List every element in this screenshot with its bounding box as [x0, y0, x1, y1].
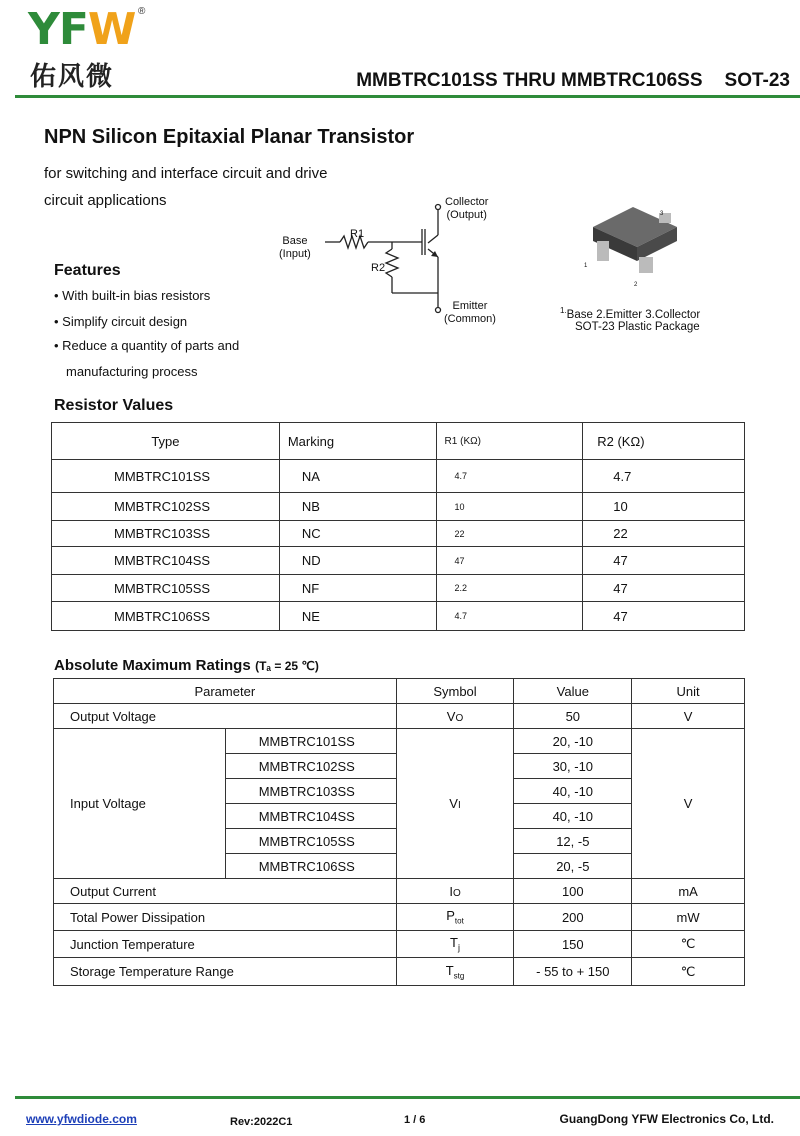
- column-header: Unit: [632, 679, 745, 704]
- revision-label: Rev:2022C1: [230, 1116, 293, 1128]
- subtitle-line-2: circuit applications: [44, 192, 167, 209]
- sot23-package-icon: [575, 205, 695, 285]
- subtitle-line-1: for switching and interface circuit and drive: [44, 165, 328, 182]
- column-header: R1 (KΩ): [436, 423, 583, 460]
- website-link[interactable]: www.yfwdiode.com: [26, 1112, 137, 1126]
- pin-3-marker: 3: [660, 211, 664, 217]
- document-title: MMBTRC101SS THRU MMBTRC106SS SOT-23: [356, 70, 790, 91]
- resistor-values-table: [51, 422, 745, 631]
- column-header: Marking: [279, 423, 436, 460]
- feature-item: • With built-in bias resistors: [54, 288, 211, 303]
- pin-2-marker: 2: [634, 282, 638, 288]
- page-number: 1 / 6: [404, 1114, 426, 1126]
- table-row: MMBTRC106SS 20, -5: [54, 854, 745, 879]
- table-row: MMBTRC101SS NA 4.7 4.7: [52, 460, 745, 493]
- r1-label: R1: [350, 228, 365, 240]
- column-header: Value: [514, 679, 632, 704]
- company-name: GuangDong YFW Electronics Co, Ltd.: [559, 1112, 774, 1126]
- feature-item: • Reduce a quantity of parts and: [54, 338, 240, 353]
- table-row: Output Current IO 100 mA: [54, 879, 745, 904]
- table-row: MMBTRC102SS 30, -10: [54, 754, 745, 779]
- absolute-maximum-ratings-table: [53, 678, 745, 986]
- table-row: Output Voltage VO 50 V: [54, 704, 745, 729]
- table-header-row: [52, 423, 745, 460]
- table-row: MMBTRC104SS ND 47 47: [52, 547, 745, 575]
- table-row: MMBTRC103SS 40, -10: [54, 779, 745, 804]
- table-row: MMBTRC103SS NC 22 22: [52, 521, 745, 547]
- table-row: Total Power Dissipation $P_{tot}$ 200 mW: [54, 904, 745, 931]
- pin-1-marker: 1: [584, 263, 588, 269]
- ratings-heading: Absolute Maximum Ratings (Tₐ = 25 ℃): [54, 657, 319, 674]
- table-row: MMBTRC102SS NB 10 10: [52, 493, 745, 521]
- logo-chinese-name: 佑风微: [30, 62, 115, 92]
- feature-item: • Simplify circuit design: [54, 314, 188, 329]
- table-row: Storage Temperature Range $T_{stg}$ - 55 to + 150 ℃: [54, 958, 745, 986]
- column-header: Parameter: [54, 679, 397, 704]
- table-row: MMBTRC106SS NE 4.7 47: [52, 602, 745, 631]
- feature-item: manufacturing process: [66, 364, 198, 379]
- resistor-values-heading: Resistor Values: [54, 397, 174, 414]
- base-label: Base (Input): [279, 235, 311, 260]
- table-row: MMBTRC104SS 40, -10: [54, 804, 745, 829]
- page-title: NPN Silicon Epitaxial Planar Transistor: [44, 126, 415, 148]
- table-row: Junction Temperature $T_j$ 150 ℃: [54, 931, 745, 958]
- header-rule: [15, 95, 800, 98]
- table-header-row: [54, 679, 745, 704]
- registered-mark: ®: [138, 6, 146, 17]
- r2-label: R2: [371, 262, 386, 274]
- emitter-label: Emitter (Common): [444, 300, 496, 325]
- features-heading: Features: [54, 262, 121, 279]
- column-header: Symbol: [396, 679, 514, 704]
- column-header: R2 (KΩ): [583, 423, 745, 460]
- column-header: Type: [52, 423, 280, 460]
- package-name: SOT-23 Plastic Package: [575, 321, 700, 333]
- table-row: MMBTRC105SS NF 2.2 47: [52, 575, 745, 602]
- logo: YFW: [28, 4, 136, 55]
- table-row: Input Voltage MMBTRC101SS VI 20, -10 V: [54, 729, 745, 754]
- collector-label: Collector (Output): [445, 196, 489, 221]
- table-row: MMBTRC105SS 12, -5: [54, 829, 745, 854]
- pin-description: $^{1.}$Base 2.Emitter 3.Collector: [560, 306, 701, 321]
- footer-rule: [15, 1096, 800, 1099]
